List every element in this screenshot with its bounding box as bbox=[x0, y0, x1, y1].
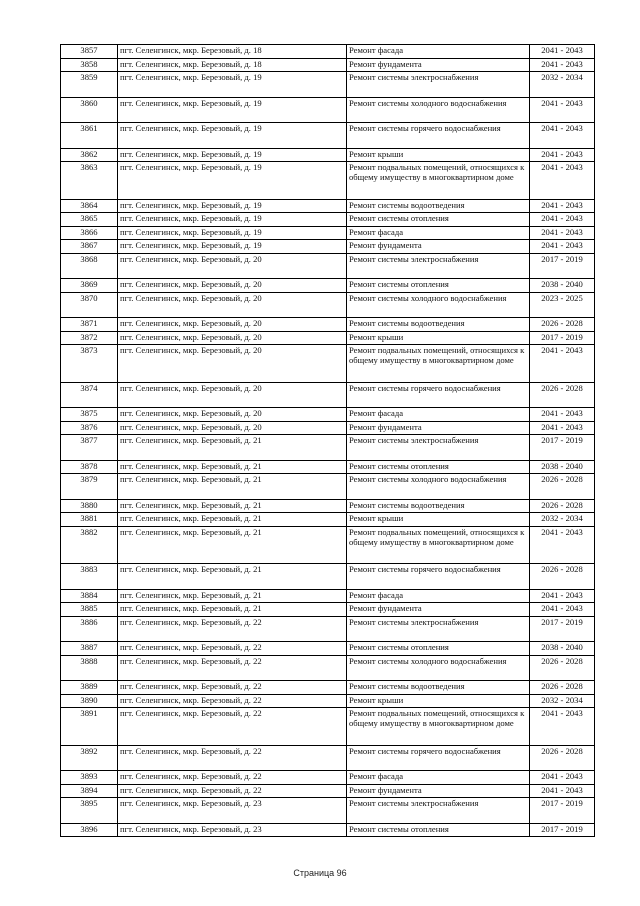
table-row bbox=[61, 58, 595, 72]
work-type-cell: Ремонт фасада bbox=[347, 45, 530, 59]
row-number-cell: 3860 bbox=[61, 97, 118, 123]
period-cell: 2038 - 2040 bbox=[530, 642, 595, 656]
work-type-cell: Ремонт крыши bbox=[347, 148, 530, 162]
table-row bbox=[61, 616, 595, 642]
period-cell: 2032 - 2034 bbox=[530, 72, 595, 98]
row-number-cell: 3896 bbox=[61, 823, 118, 837]
address-cell: пгт. Селенгинск, мкр. Березовый, д. 20 bbox=[118, 382, 347, 408]
period-cell: 2041 - 2043 bbox=[530, 97, 595, 123]
address-cell: пгт. Селенгинск, мкр. Березовый, д. 19 bbox=[118, 213, 347, 227]
period-cell: 2026 - 2028 bbox=[530, 474, 595, 500]
table-row bbox=[61, 823, 595, 837]
address-cell: пгт. Селенгинск, мкр. Березовый, д. 22 bbox=[118, 771, 347, 785]
period-cell: 2041 - 2043 bbox=[530, 123, 595, 149]
address-cell: пгт. Селенгинск, мкр. Березовый, д. 21 bbox=[118, 589, 347, 603]
row-number-cell: 3858 bbox=[61, 58, 118, 72]
address-cell: пгт. Селенгинск, мкр. Березовый, д. 22 bbox=[118, 708, 347, 746]
address-cell: пгт. Селенгинск, мкр. Березовый, д. 18 bbox=[118, 58, 347, 72]
work-type-cell: Ремонт системы водоотведения bbox=[347, 199, 530, 213]
address-cell: пгт. Селенгинск, мкр. Березовый, д. 22 bbox=[118, 694, 347, 708]
row-number-cell: 3881 bbox=[61, 513, 118, 527]
table-row bbox=[61, 642, 595, 656]
table-row bbox=[61, 226, 595, 240]
address-cell: пгт. Селенгинск, мкр. Березовый, д. 22 bbox=[118, 616, 347, 642]
repair-schedule-table bbox=[60, 44, 595, 837]
work-type-cell: Ремонт системы отопления bbox=[347, 213, 530, 227]
row-number-cell: 3863 bbox=[61, 162, 118, 200]
row-number-cell: 3885 bbox=[61, 603, 118, 617]
row-number-cell: 3875 bbox=[61, 408, 118, 422]
address-cell: пгт. Селенгинск, мкр. Березовый, д. 21 bbox=[118, 603, 347, 617]
period-cell: 2017 - 2019 bbox=[530, 435, 595, 461]
work-type-cell: Ремонт фундамента bbox=[347, 421, 530, 435]
work-type-cell: Ремонт системы горячего водоснабжения bbox=[347, 564, 530, 590]
table-row bbox=[61, 460, 595, 474]
table-row bbox=[61, 318, 595, 332]
table-row bbox=[61, 435, 595, 461]
period-cell: 2041 - 2043 bbox=[530, 213, 595, 227]
work-type-cell: Ремонт крыши bbox=[347, 694, 530, 708]
address-cell: пгт. Селенгинск, мкр. Березовый, д. 20 bbox=[118, 421, 347, 435]
work-type-cell: Ремонт фундамента bbox=[347, 58, 530, 72]
row-number-cell: 3869 bbox=[61, 279, 118, 293]
work-type-cell: Ремонт крыши bbox=[347, 331, 530, 345]
period-cell: 2041 - 2043 bbox=[530, 45, 595, 59]
period-cell: 2017 - 2019 bbox=[530, 798, 595, 824]
table-row bbox=[61, 694, 595, 708]
row-number-cell: 3867 bbox=[61, 240, 118, 254]
work-type-cell: Ремонт системы отопления bbox=[347, 460, 530, 474]
row-number-cell: 3865 bbox=[61, 213, 118, 227]
address-cell: пгт. Селенгинск, мкр. Березовый, д. 22 bbox=[118, 745, 347, 771]
row-number-cell: 3879 bbox=[61, 474, 118, 500]
address-cell: пгт. Селенгинск, мкр. Березовый, д. 23 bbox=[118, 798, 347, 824]
address-cell: пгт. Селенгинск, мкр. Березовый, д. 21 bbox=[118, 435, 347, 461]
row-number-cell: 3874 bbox=[61, 382, 118, 408]
period-cell: 2038 - 2040 bbox=[530, 279, 595, 293]
work-type-cell: Ремонт системы горячего водоснабжения bbox=[347, 382, 530, 408]
row-number-cell: 3870 bbox=[61, 292, 118, 318]
table-row bbox=[61, 499, 595, 513]
work-type-cell: Ремонт подвальных помещений, относящихся к общему имуществу в многоквартирном доме bbox=[347, 345, 530, 383]
period-cell: 2041 - 2043 bbox=[530, 708, 595, 746]
table-row bbox=[61, 708, 595, 746]
period-cell: 2026 - 2028 bbox=[530, 382, 595, 408]
address-cell: пгт. Селенгинск, мкр. Березовый, д. 19 bbox=[118, 123, 347, 149]
row-number-cell: 3857 bbox=[61, 45, 118, 59]
table-row bbox=[61, 408, 595, 422]
period-cell: 2041 - 2043 bbox=[530, 603, 595, 617]
address-cell: пгт. Селенгинск, мкр. Березовый, д. 19 bbox=[118, 97, 347, 123]
work-type-cell: Ремонт фасада bbox=[347, 408, 530, 422]
address-cell: пгт. Селенгинск, мкр. Березовый, д. 21 bbox=[118, 526, 347, 564]
table-row bbox=[61, 526, 595, 564]
table-row bbox=[61, 784, 595, 798]
work-type-cell: Ремонт системы электроснабжения bbox=[347, 616, 530, 642]
address-cell: пгт. Селенгинск, мкр. Березовый, д. 19 bbox=[118, 148, 347, 162]
period-cell: 2026 - 2028 bbox=[530, 681, 595, 695]
period-cell: 2017 - 2019 bbox=[530, 253, 595, 279]
address-cell: пгт. Селенгинск, мкр. Березовый, д. 21 bbox=[118, 499, 347, 513]
period-cell: 2026 - 2028 bbox=[530, 564, 595, 590]
address-cell: пгт. Селенгинск, мкр. Березовый, д. 21 bbox=[118, 460, 347, 474]
address-cell: пгт. Селенгинск, мкр. Березовый, д. 21 bbox=[118, 513, 347, 527]
row-number-cell: 3889 bbox=[61, 681, 118, 695]
row-number-cell: 3876 bbox=[61, 421, 118, 435]
period-cell: 2041 - 2043 bbox=[530, 771, 595, 785]
table-row bbox=[61, 421, 595, 435]
row-number-cell: 3861 bbox=[61, 123, 118, 149]
row-number-cell: 3894 bbox=[61, 784, 118, 798]
row-number-cell: 3883 bbox=[61, 564, 118, 590]
row-number-cell: 3866 bbox=[61, 226, 118, 240]
row-number-cell: 3892 bbox=[61, 745, 118, 771]
address-cell: пгт. Селенгинск, мкр. Березовый, д. 19 bbox=[118, 240, 347, 254]
work-type-cell: Ремонт системы электроснабжения bbox=[347, 798, 530, 824]
work-type-cell: Ремонт фасада bbox=[347, 771, 530, 785]
table-row bbox=[61, 589, 595, 603]
work-type-cell: Ремонт системы электроснабжения bbox=[347, 72, 530, 98]
table-row bbox=[61, 564, 595, 590]
row-number-cell: 3859 bbox=[61, 72, 118, 98]
work-type-cell: Ремонт системы водоотведения bbox=[347, 499, 530, 513]
row-number-cell: 3877 bbox=[61, 435, 118, 461]
period-cell: 2026 - 2028 bbox=[530, 318, 595, 332]
table-row bbox=[61, 45, 595, 59]
work-type-cell: Ремонт системы отопления bbox=[347, 823, 530, 837]
address-cell: пгт. Селенгинск, мкр. Березовый, д. 20 bbox=[118, 279, 347, 293]
table-row bbox=[61, 123, 595, 149]
address-cell: пгт. Селенгинск, мкр. Березовый, д. 19 bbox=[118, 226, 347, 240]
work-type-cell: Ремонт системы электроснабжения bbox=[347, 435, 530, 461]
address-cell: пгт. Селенгинск, мкр. Березовый, д. 21 bbox=[118, 474, 347, 500]
address-cell: пгт. Селенгинск, мкр. Березовый, д. 18 bbox=[118, 45, 347, 59]
row-number-cell: 3880 bbox=[61, 499, 118, 513]
address-cell: пгт. Селенгинск, мкр. Березовый, д. 20 bbox=[118, 408, 347, 422]
work-type-cell: Ремонт фундамента bbox=[347, 240, 530, 254]
work-type-cell: Ремонт подвальных помещений, относящихся к общему имуществу в многоквартирном доме bbox=[347, 708, 530, 746]
period-cell: 2041 - 2043 bbox=[530, 226, 595, 240]
period-cell: 2017 - 2019 bbox=[530, 331, 595, 345]
work-type-cell: Ремонт системы отопления bbox=[347, 279, 530, 293]
address-cell: пгт. Селенгинск, мкр. Березовый, д. 19 bbox=[118, 72, 347, 98]
period-cell: 2023 - 2025 bbox=[530, 292, 595, 318]
table-row bbox=[61, 279, 595, 293]
period-cell: 2026 - 2028 bbox=[530, 745, 595, 771]
period-cell: 2041 - 2043 bbox=[530, 240, 595, 254]
page-number: Страница 96 bbox=[293, 868, 347, 878]
table-row bbox=[61, 97, 595, 123]
address-cell: пгт. Селенгинск, мкр. Березовый, д. 20 bbox=[118, 318, 347, 332]
work-type-cell: Ремонт системы холодного водоснабжения bbox=[347, 292, 530, 318]
row-number-cell: 3888 bbox=[61, 655, 118, 681]
table-row bbox=[61, 72, 595, 98]
row-number-cell: 3872 bbox=[61, 331, 118, 345]
document-page bbox=[60, 44, 595, 837]
period-cell: 2041 - 2043 bbox=[530, 58, 595, 72]
address-cell: пгт. Селенгинск, мкр. Березовый, д. 19 bbox=[118, 199, 347, 213]
table-row bbox=[61, 331, 595, 345]
table-row bbox=[61, 655, 595, 681]
work-type-cell: Ремонт системы холодного водоснабжения bbox=[347, 97, 530, 123]
row-number-cell: 3886 bbox=[61, 616, 118, 642]
period-cell: 2017 - 2019 bbox=[530, 823, 595, 837]
work-type-cell: Ремонт системы горячего водоснабжения bbox=[347, 745, 530, 771]
period-cell: 2041 - 2043 bbox=[530, 162, 595, 200]
period-cell: 2038 - 2040 bbox=[530, 460, 595, 474]
work-type-cell: Ремонт подвальных помещений, относящихся к общему имуществу в многоквартирном доме bbox=[347, 162, 530, 200]
table-row bbox=[61, 798, 595, 824]
row-number-cell: 3873 bbox=[61, 345, 118, 383]
address-cell: пгт. Селенгинск, мкр. Березовый, д. 22 bbox=[118, 642, 347, 656]
table-row bbox=[61, 474, 595, 500]
row-number-cell: 3878 bbox=[61, 460, 118, 474]
work-type-cell: Ремонт системы холодного водоснабжения bbox=[347, 655, 530, 681]
table-row bbox=[61, 162, 595, 200]
table-row bbox=[61, 513, 595, 527]
table-row bbox=[61, 148, 595, 162]
period-cell: 2041 - 2043 bbox=[530, 526, 595, 564]
work-type-cell: Ремонт системы отопления bbox=[347, 642, 530, 656]
work-type-cell: Ремонт фундамента bbox=[347, 603, 530, 617]
period-cell: 2041 - 2043 bbox=[530, 345, 595, 383]
table-row bbox=[61, 253, 595, 279]
table-row bbox=[61, 199, 595, 213]
row-number-cell: 3893 bbox=[61, 771, 118, 785]
work-type-cell: Ремонт подвальных помещений, относящихся к общему имуществу в многоквартирном доме bbox=[347, 526, 530, 564]
row-number-cell: 3890 bbox=[61, 694, 118, 708]
work-type-cell: Ремонт системы холодного водоснабжения bbox=[347, 474, 530, 500]
row-number-cell: 3864 bbox=[61, 199, 118, 213]
period-cell: 2041 - 2043 bbox=[530, 589, 595, 603]
row-number-cell: 3862 bbox=[61, 148, 118, 162]
address-cell: пгт. Селенгинск, мкр. Березовый, д. 21 bbox=[118, 564, 347, 590]
row-number-cell: 3871 bbox=[61, 318, 118, 332]
period-cell: 2026 - 2028 bbox=[530, 655, 595, 681]
period-cell: 2041 - 2043 bbox=[530, 784, 595, 798]
table-row bbox=[61, 292, 595, 318]
period-cell: 2032 - 2034 bbox=[530, 513, 595, 527]
period-cell: 2041 - 2043 bbox=[530, 199, 595, 213]
work-type-cell: Ремонт фундамента bbox=[347, 784, 530, 798]
work-type-cell: Ремонт крыши bbox=[347, 513, 530, 527]
work-type-cell: Ремонт системы водоотведения bbox=[347, 318, 530, 332]
address-cell: пгт. Селенгинск, мкр. Березовый, д. 19 bbox=[118, 162, 347, 200]
table-row bbox=[61, 345, 595, 383]
table-row bbox=[61, 382, 595, 408]
table-row bbox=[61, 771, 595, 785]
table-body bbox=[61, 45, 595, 837]
work-type-cell: Ремонт фасада bbox=[347, 589, 530, 603]
work-type-cell: Ремонт системы водоотведения bbox=[347, 681, 530, 695]
period-cell: 2026 - 2028 bbox=[530, 499, 595, 513]
address-cell: пгт. Селенгинск, мкр. Березовый, д. 20 bbox=[118, 292, 347, 318]
table-row bbox=[61, 745, 595, 771]
period-cell: 2041 - 2043 bbox=[530, 421, 595, 435]
table-row bbox=[61, 603, 595, 617]
work-type-cell: Ремонт системы электроснабжения bbox=[347, 253, 530, 279]
row-number-cell: 3891 bbox=[61, 708, 118, 746]
address-cell: пгт. Селенгинск, мкр. Березовый, д. 22 bbox=[118, 655, 347, 681]
address-cell: пгт. Селенгинск, мкр. Березовый, д. 20 bbox=[118, 253, 347, 279]
work-type-cell: Ремонт системы горячего водоснабжения bbox=[347, 123, 530, 149]
period-cell: 2032 - 2034 bbox=[530, 694, 595, 708]
address-cell: пгт. Селенгинск, мкр. Березовый, д. 22 bbox=[118, 784, 347, 798]
address-cell: пгт. Селенгинск, мкр. Березовый, д. 20 bbox=[118, 331, 347, 345]
row-number-cell: 3887 bbox=[61, 642, 118, 656]
address-cell: пгт. Селенгинск, мкр. Березовый, д. 22 bbox=[118, 681, 347, 695]
table-row bbox=[61, 240, 595, 254]
row-number-cell: 3868 bbox=[61, 253, 118, 279]
row-number-cell: 3882 bbox=[61, 526, 118, 564]
row-number-cell: 3895 bbox=[61, 798, 118, 824]
table-row bbox=[61, 213, 595, 227]
work-type-cell: Ремонт фасада bbox=[347, 226, 530, 240]
period-cell: 2017 - 2019 bbox=[530, 616, 595, 642]
period-cell: 2041 - 2043 bbox=[530, 408, 595, 422]
table-row bbox=[61, 681, 595, 695]
address-cell: пгт. Селенгинск, мкр. Березовый, д. 20 bbox=[118, 345, 347, 383]
row-number-cell: 3884 bbox=[61, 589, 118, 603]
address-cell: пгт. Селенгинск, мкр. Березовый, д. 23 bbox=[118, 823, 347, 837]
period-cell: 2041 - 2043 bbox=[530, 148, 595, 162]
